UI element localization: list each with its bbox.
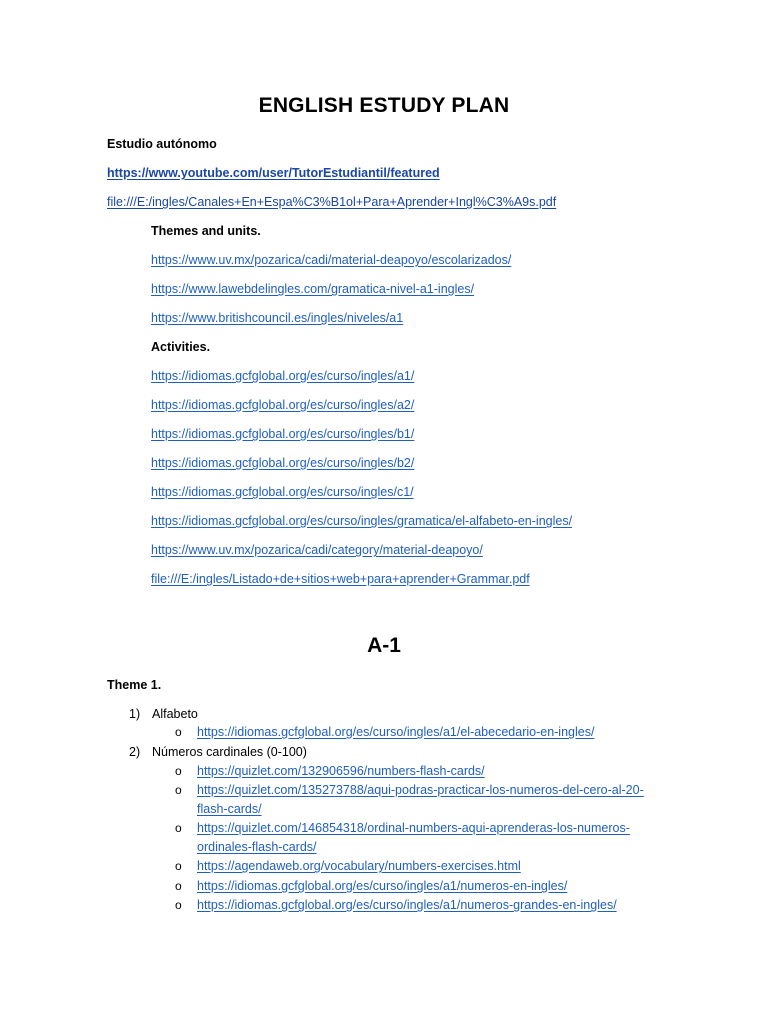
activities-link[interactable]: https://idiomas.gcfglobal.org/es/curso/ingles/b2/ xyxy=(151,456,415,470)
youtube-link[interactable]: https://www.youtube.com/user/TutorEstudiantil/featured xyxy=(107,166,440,180)
activities-link[interactable]: https://idiomas.gcfglobal.org/es/curso/ingles/gramatica/el-alfabeto-en-ingles/ xyxy=(151,514,573,528)
list-number: 1) xyxy=(129,707,141,721)
numbers-link[interactable]: https://quizlet.com/146854318/ordinal-numbers-aqui-aprenderas-los-numeros- xyxy=(197,821,630,835)
numbers-link-continuation[interactable]: ordinales-flash-cards/ xyxy=(197,840,317,854)
bullet-icon: o xyxy=(175,821,182,835)
numbers-link-continuation[interactable]: flash-cards/ xyxy=(197,802,262,816)
themes-link[interactable]: https://www.lawebdelingles.com/gramatica-nivel-a1-ingles/ xyxy=(151,282,475,296)
numbers-link[interactable]: https://idiomas.gcfglobal.org/es/curso/ingles/a1/numeros-en-ingles/ xyxy=(197,879,568,893)
bullet-icon: o xyxy=(175,859,182,873)
bullet-icon: o xyxy=(175,764,182,778)
pdf-canales-link[interactable]: file:///E:/ingles/Canales+En+Espa%C3%B1ol+Para+Aprender+Ingl%C3%A9s.pdf xyxy=(107,195,557,209)
activities-link[interactable]: https://idiomas.gcfglobal.org/es/curso/ingles/a1/ xyxy=(151,369,415,383)
activities-link[interactable]: https://www.uv.mx/pozarica/cadi/category/material-deapoyo/ xyxy=(151,543,483,557)
bullet-icon: o xyxy=(175,898,182,912)
activities-link[interactable]: https://idiomas.gcfglobal.org/es/curso/ingles/a2/ xyxy=(151,398,415,412)
activities-link[interactable]: https://idiomas.gcfglobal.org/es/curso/ingles/c1/ xyxy=(151,485,414,499)
activities-label: Activities. xyxy=(151,340,211,354)
numbers-link[interactable]: https://quizlet.com/132906596/numbers-flash-cards/ xyxy=(197,764,485,778)
numbers-link[interactable]: https://quizlet.com/135273788/aqui-podras-practicar-los-numeros-del-cero-al-20- xyxy=(197,783,644,797)
list-item-label: Números cardinales (0-100) xyxy=(152,745,307,759)
themes-link[interactable]: https://www.uv.mx/pozarica/cadi/material-deapoyo/escolarizados/ xyxy=(151,253,512,267)
section-heading: A-1 xyxy=(367,634,401,657)
themes-label: Themes and units. xyxy=(151,224,261,238)
bullet-icon: o xyxy=(175,783,182,797)
themes-link[interactable]: https://www.britishcouncil.es/ingles/niveles/a1 xyxy=(151,311,404,325)
intro-label: Estudio autónomo xyxy=(107,137,217,151)
theme-label: Theme 1. xyxy=(107,678,162,692)
bullet-icon: o xyxy=(175,879,182,893)
activities-link[interactable]: file:///E:/ingles/Listado+de+sitios+web+para+aprender+Grammar.pdf xyxy=(151,572,530,586)
activities-link[interactable]: https://idiomas.gcfglobal.org/es/curso/ingles/b1/ xyxy=(151,427,415,441)
list-item-label: Alfabeto xyxy=(152,707,198,721)
numbers-link[interactable]: https://idiomas.gcfglobal.org/es/curso/ingles/a1/numeros-grandes-en-ingles/ xyxy=(197,898,617,912)
list-number: 2) xyxy=(129,745,141,759)
page-title: ENGLISH ESTUDY PLAN xyxy=(258,94,510,117)
bullet-icon: o xyxy=(175,725,182,739)
numbers-link[interactable]: https://agendaweb.org/vocabulary/numbers-exercises.html xyxy=(197,859,521,873)
alfabeto-link[interactable]: https://idiomas.gcfglobal.org/es/curso/ingles/a1/el-abecedario-en-ingles/ xyxy=(197,725,595,739)
